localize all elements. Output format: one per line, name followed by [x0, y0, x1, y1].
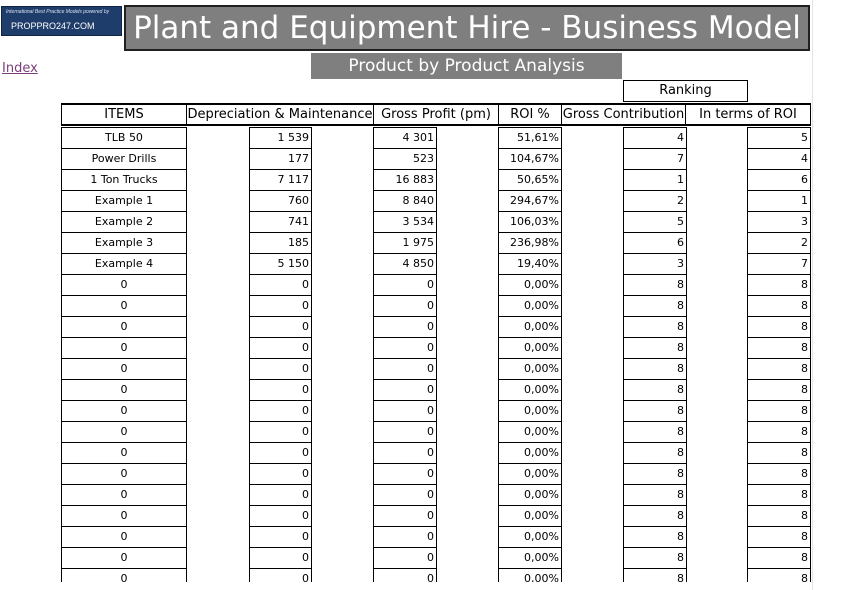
rank-roi-cell[interactable]: 8	[747, 505, 811, 527]
rank-roi-cell[interactable]: 8	[747, 379, 811, 401]
header-gross-contribution[interactable]: Gross Contribution	[561, 103, 686, 126]
gross-contribution-cell[interactable]: 8	[623, 463, 687, 485]
item-cell[interactable]: 0	[61, 526, 187, 548]
depreciation-cell[interactable]: 5 150	[249, 253, 312, 275]
item-cell[interactable]: 0	[61, 463, 187, 485]
table-row	[61, 358, 811, 379]
roi-cell[interactable]: 0,00%	[498, 400, 562, 422]
rank-roi-cell[interactable]: 8	[747, 316, 811, 338]
rank-roi-cell[interactable]: 6	[747, 169, 811, 191]
item-cell[interactable]: 0	[61, 442, 187, 464]
ranking-header: Ranking	[623, 80, 748, 102]
rank-roi-cell[interactable]: 8	[747, 484, 811, 506]
depreciation-cell[interactable]: 0	[249, 400, 312, 422]
rank-roi-cell[interactable]: 8	[747, 568, 811, 582]
item-cell[interactable]: 0	[61, 568, 187, 582]
brand-logo	[1, 6, 122, 36]
sheet-edge	[812, 0, 813, 590]
header-rank-roi[interactable]: In terms of ROI	[685, 103, 811, 126]
depreciation-cell[interactable]: 0	[249, 295, 312, 317]
table-row	[61, 127, 811, 148]
depreciation-cell[interactable]: 0	[249, 526, 312, 548]
roi-cell[interactable]: 0,00%	[498, 379, 562, 401]
gross-contribution-cell[interactable]: 8	[623, 484, 687, 506]
rank-roi-cell[interactable]: 8	[747, 295, 811, 317]
rank-roi-cell[interactable]: 7	[747, 253, 811, 275]
roi-cell[interactable]: 236,98%	[498, 232, 562, 254]
gross-profit-cell[interactable]: 523	[373, 148, 437, 170]
table-row	[61, 442, 811, 463]
gross-contribution-cell[interactable]: 2	[623, 190, 687, 212]
item-cell[interactable]: Example 3	[61, 232, 187, 254]
gross-contribution-cell[interactable]: 8	[623, 568, 687, 582]
header-depreciation-maintenance[interactable]: Depreciation & Maintenance	[186, 103, 374, 126]
rank-roi-cell[interactable]: 8	[747, 526, 811, 548]
header-items[interactable]: ITEMS	[61, 103, 187, 126]
gross-contribution-cell[interactable]: 3	[623, 253, 687, 275]
rank-roi-cell[interactable]: 4	[747, 148, 811, 170]
item-cell[interactable]: 0	[61, 421, 187, 443]
rank-roi-cell[interactable]: 5	[747, 127, 811, 149]
item-cell[interactable]: 0	[61, 484, 187, 506]
gross-contribution-cell[interactable]: 6	[623, 232, 687, 254]
roi-cell[interactable]: 0,00%	[498, 295, 562, 317]
header-roi[interactable]: ROI %	[498, 103, 562, 126]
roi-cell[interactable]: 0,00%	[498, 526, 562, 548]
rank-roi-cell[interactable]: 8	[747, 547, 811, 569]
gross-profit-cell[interactable]: 4 850	[373, 253, 437, 275]
roi-cell[interactable]: 0,00%	[498, 421, 562, 443]
gross-contribution-cell[interactable]: 8	[623, 274, 687, 296]
gross-contribution-cell[interactable]: 8	[623, 442, 687, 464]
item-cell[interactable]: 0	[61, 547, 187, 569]
gross-contribution-cell[interactable]: 8	[623, 526, 687, 548]
depreciation-cell[interactable]: 0	[249, 316, 312, 338]
item-cell[interactable]: 0	[61, 400, 187, 422]
item-cell[interactable]: 0	[61, 337, 187, 359]
item-cell[interactable]: 0	[61, 505, 187, 527]
gross-profit-cell[interactable]: 8 840	[373, 190, 437, 212]
table-row	[61, 379, 811, 400]
roi-cell[interactable]: 294,67%	[498, 190, 562, 212]
depreciation-cell[interactable]: 0	[249, 379, 312, 401]
gross-contribution-cell[interactable]: 1	[623, 169, 687, 191]
table-row	[61, 484, 811, 505]
item-cell[interactable]: Example 4	[61, 253, 187, 275]
table-row	[61, 274, 811, 295]
item-cell[interactable]: 1 Ton Trucks	[61, 169, 187, 191]
section-subtitle: Product by Product Analysis	[311, 53, 622, 79]
rank-roi-cell[interactable]: 8	[747, 274, 811, 296]
depreciation-cell[interactable]: 0	[249, 421, 312, 443]
depreciation-cell[interactable]: 0	[249, 484, 312, 506]
gross-profit-cell[interactable]: 0	[373, 337, 437, 359]
roi-cell[interactable]: 51,61%	[498, 127, 562, 149]
depreciation-cell[interactable]: 185	[249, 232, 312, 254]
gross-profit-cell[interactable]: 0	[373, 484, 437, 506]
gross-contribution-cell[interactable]: 8	[623, 379, 687, 401]
roi-cell[interactable]: 0,00%	[498, 337, 562, 359]
item-cell[interactable]: Example 1	[61, 190, 187, 212]
depreciation-cell[interactable]: 0	[249, 547, 312, 569]
gross-profit-cell[interactable]: 0	[373, 505, 437, 527]
roi-cell[interactable]: 0,00%	[498, 568, 562, 582]
gross-profit-cell[interactable]: 0	[373, 568, 437, 582]
gross-profit-cell[interactable]: 1 975	[373, 232, 437, 254]
gross-profit-cell[interactable]: 0	[373, 316, 437, 338]
gross-profit-cell[interactable]: 0	[373, 400, 437, 422]
item-cell[interactable]: 0	[61, 379, 187, 401]
table-row	[61, 253, 811, 274]
gross-contribution-cell[interactable]: 8	[623, 295, 687, 317]
gross-profit-cell[interactable]: 0	[373, 358, 437, 380]
gross-contribution-cell[interactable]: 8	[623, 358, 687, 380]
gross-profit-cell[interactable]: 0	[373, 547, 437, 569]
rank-roi-cell[interactable]: 8	[747, 358, 811, 380]
rank-roi-cell[interactable]: 3	[747, 211, 811, 233]
item-cell[interactable]: Example 2	[61, 211, 187, 233]
depreciation-cell[interactable]: 741	[249, 211, 312, 233]
table-row	[61, 211, 811, 232]
roi-cell[interactable]: 0,00%	[498, 316, 562, 338]
gross-profit-cell[interactable]: 4 301	[373, 127, 437, 149]
table-row	[61, 295, 811, 316]
table-row	[61, 547, 811, 568]
gross-profit-cell[interactable]: 0	[373, 442, 437, 464]
roi-cell[interactable]: 0,00%	[498, 484, 562, 506]
gross-profit-cell[interactable]: 0	[373, 379, 437, 401]
depreciation-cell[interactable]: 177	[249, 148, 312, 170]
roi-cell[interactable]: 50,65%	[498, 169, 562, 191]
gross-profit-cell[interactable]: 0	[373, 526, 437, 548]
depreciation-cell[interactable]: 760	[249, 190, 312, 212]
roi-cell[interactable]: 104,67%	[498, 148, 562, 170]
rank-roi-cell[interactable]: 2	[747, 232, 811, 254]
roi-cell[interactable]: 0,00%	[498, 274, 562, 296]
table-row	[61, 526, 811, 547]
item-cell[interactable]: 0	[61, 316, 187, 338]
item-cell[interactable]: 0	[61, 358, 187, 380]
logo-brand-text: PROPPRO247.COM	[11, 21, 95, 31]
gross-contribution-cell[interactable]: 8	[623, 547, 687, 569]
gross-contribution-cell[interactable]: 8	[623, 316, 687, 338]
gross-contribution-cell[interactable]: 8	[623, 337, 687, 359]
item-cell[interactable]: Power Drills	[61, 148, 187, 170]
depreciation-cell[interactable]: 0	[249, 274, 312, 296]
table-row	[61, 337, 811, 358]
table-row	[61, 316, 811, 337]
index-link[interactable]: Index	[2, 61, 38, 76]
gross-profit-cell[interactable]: 0	[373, 421, 437, 443]
depreciation-cell[interactable]: 0	[249, 358, 312, 380]
item-cell[interactable]: 0	[61, 274, 187, 296]
roi-cell[interactable]: 0,00%	[498, 358, 562, 380]
logo-tagline: International Best Practice Models powered by	[6, 9, 110, 15]
header-gross-profit[interactable]: Gross Profit (pm)	[373, 103, 499, 126]
roi-cell[interactable]: 0,00%	[498, 547, 562, 569]
depreciation-cell[interactable]: 0	[249, 337, 312, 359]
gross-profit-cell[interactable]: 0	[373, 295, 437, 317]
depreciation-cell[interactable]: 0	[249, 568, 312, 582]
rank-roi-cell[interactable]: 8	[747, 463, 811, 485]
roi-cell[interactable]: 0,00%	[498, 505, 562, 527]
gross-profit-cell[interactable]: 3 534	[373, 211, 437, 233]
table-header-row	[61, 103, 811, 124]
page-title: Plant and Equipment Hire - Business Model	[124, 5, 810, 51]
table-row	[61, 505, 811, 526]
rank-roi-cell[interactable]: 8	[747, 337, 811, 359]
gross-profit-cell[interactable]: 0	[373, 274, 437, 296]
depreciation-cell[interactable]: 7 117	[249, 169, 312, 191]
depreciation-cell[interactable]: 0	[249, 505, 312, 527]
table-row	[61, 568, 811, 582]
roi-cell[interactable]: 106,03%	[498, 211, 562, 233]
gross-contribution-cell[interactable]: 8	[623, 421, 687, 443]
rank-roi-cell[interactable]: 8	[747, 442, 811, 464]
roi-cell[interactable]: 19,40%	[498, 253, 562, 275]
gross-contribution-cell[interactable]: 5	[623, 211, 687, 233]
gross-profit-cell[interactable]: 0	[373, 463, 437, 485]
depreciation-cell[interactable]: 0	[249, 442, 312, 464]
roi-cell[interactable]: 0,00%	[498, 463, 562, 485]
roi-cell[interactable]: 0,00%	[498, 442, 562, 464]
item-cell[interactable]: TLB 50	[61, 127, 187, 149]
table-row	[61, 421, 811, 442]
rank-roi-cell[interactable]: 1	[747, 190, 811, 212]
gross-contribution-cell[interactable]: 8	[623, 505, 687, 527]
gross-contribution-cell[interactable]: 4	[623, 127, 687, 149]
table-row	[61, 232, 811, 253]
gross-contribution-cell[interactable]: 7	[623, 148, 687, 170]
table-row	[61, 190, 811, 211]
gross-profit-cell[interactable]: 16 883	[373, 169, 437, 191]
table-row	[61, 169, 811, 190]
gross-contribution-cell[interactable]: 8	[623, 400, 687, 422]
item-cell[interactable]: 0	[61, 295, 187, 317]
table-row	[61, 148, 811, 169]
depreciation-cell[interactable]: 0	[249, 463, 312, 485]
table-row	[61, 400, 811, 421]
rank-roi-cell[interactable]: 8	[747, 421, 811, 443]
analysis-table	[61, 103, 811, 582]
depreciation-cell[interactable]: 1 539	[249, 127, 312, 149]
rank-roi-cell[interactable]: 8	[747, 400, 811, 422]
table-row	[61, 463, 811, 484]
